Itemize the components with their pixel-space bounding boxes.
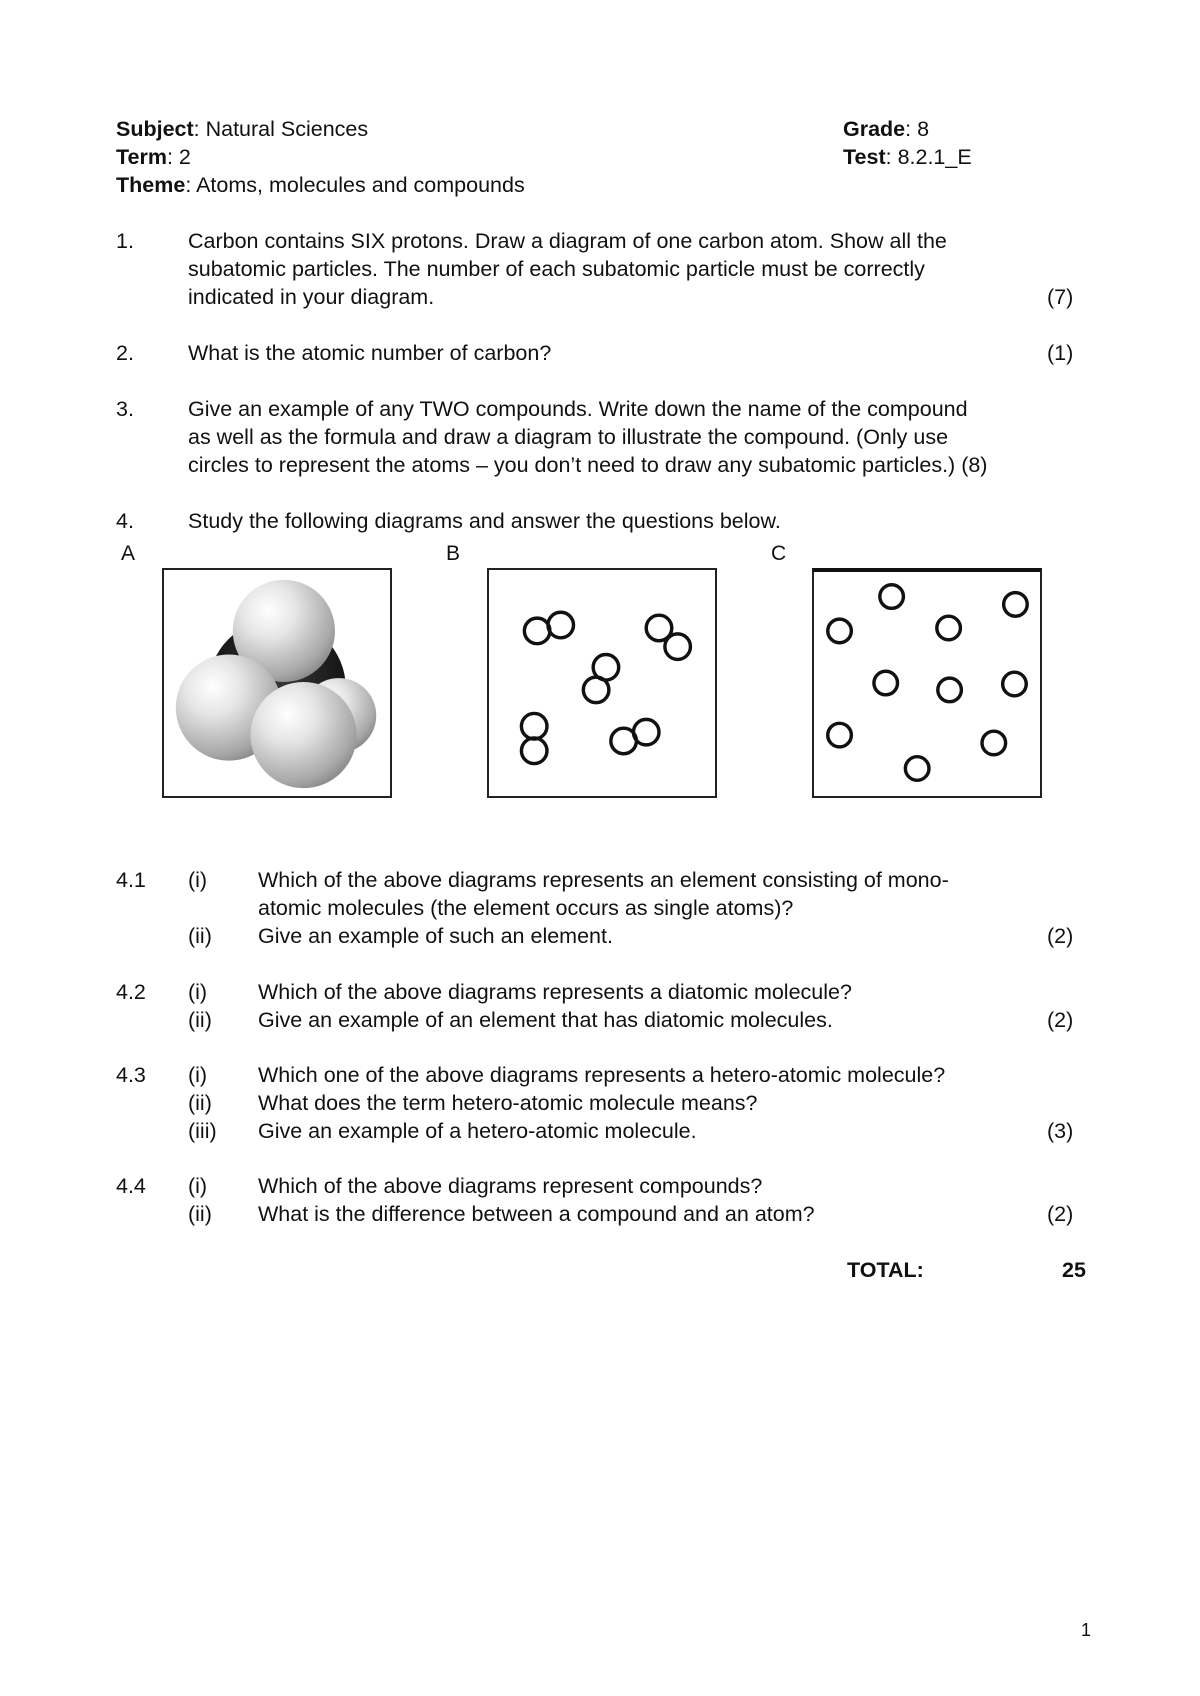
diatomic-molecule	[524, 612, 573, 643]
question-4-1-ii-roman: (ii)	[188, 924, 212, 948]
question-4-3-iii-line-1: Give an example of a hetero-atomic molecule.	[258, 1119, 697, 1143]
question-4-number: 4.	[116, 509, 134, 533]
question-1-line-1: Carbon contains SIX protons. Draw a diagram of one carbon atom. Show all the	[188, 229, 947, 253]
page-number: 1	[1081, 1620, 1092, 1640]
question-2-marks: (1)	[1047, 341, 1074, 365]
single-atom	[982, 731, 1006, 755]
diatomic-molecule	[521, 713, 547, 763]
subject-value: : Natural Sciences	[193, 117, 369, 141]
diagram-b-label: B	[446, 542, 461, 565]
single-atom	[828, 619, 852, 643]
theme-line	[116, 171, 525, 199]
question-4-3-i-line-1: Which one of the above diagrams represents a hetero-atomic molecule?	[258, 1063, 946, 1087]
question-3-line-2: as well as the formula and draw a diagram to illustrate the compound. (Only use	[188, 425, 949, 449]
question-4-line-1: Study the following diagrams and answer the questions below.	[188, 509, 781, 533]
question-4-1-ii-line-1: Give an example of such an element.	[258, 924, 613, 948]
diagram-c	[812, 568, 1042, 798]
single-atom	[1004, 593, 1028, 617]
term-label: Term	[116, 145, 167, 169]
test-label: Test	[843, 145, 886, 169]
total-label: TOTAL:	[847, 1258, 924, 1282]
question-2-line-1: What is the atomic number of carbon?	[188, 341, 552, 365]
diagram-c-label: C	[771, 542, 787, 565]
term-line	[116, 143, 191, 171]
term-value: : 2	[166, 145, 191, 169]
grade-label: Grade	[843, 117, 906, 141]
theme-label: Theme	[116, 173, 186, 197]
theme-value: : Atoms, molecules and compounds	[185, 173, 525, 197]
hydrogen-atom-sphere-front	[250, 682, 356, 788]
question-4-4-number: 4.4	[116, 1174, 146, 1198]
diagram-b	[487, 568, 717, 798]
question-4-3-ii-roman: (ii)	[188, 1091, 212, 1115]
question-4-1-i-roman: (i)	[188, 868, 208, 892]
question-4-2-marks: (2)	[1047, 1008, 1074, 1032]
question-4-4-marks: (2)	[1047, 1202, 1074, 1226]
question-4-2-ii-roman: (ii)	[188, 1008, 212, 1032]
question-4-4-ii-line-1: What is the difference between a compound and an atom?	[258, 1202, 815, 1226]
question-4-2-i-line-1: Which of the above diagrams represents a diatomic molecule?	[258, 980, 852, 1004]
single-atom	[880, 585, 904, 609]
diagram-a	[162, 568, 392, 798]
question-1-marks: (7)	[1047, 285, 1074, 309]
monoatomic-atoms-image	[814, 572, 1040, 796]
question-4-3-ii-line-1: What does the term hetero-atomic molecule means?	[258, 1091, 758, 1115]
question-4-1-i-line-2: atomic molecules (the element occurs as single atoms)?	[258, 896, 794, 920]
question-4-4-ii-roman: (ii)	[188, 1202, 212, 1226]
question-4-4-i-line-1: Which of the above diagrams represent compounds?	[258, 1174, 763, 1198]
diatomic-molecule	[646, 615, 690, 659]
grade-line	[843, 115, 929, 143]
test-value: : 8.2.1_E	[885, 145, 972, 169]
question-4-3-iii-roman: (iii)	[188, 1119, 217, 1143]
question-2-number: 2.	[116, 341, 134, 365]
question-4-2-i-roman: (i)	[188, 980, 208, 1004]
single-atom	[1003, 672, 1027, 696]
question-4-3-i-roman: (i)	[188, 1063, 208, 1087]
question-4-2-number: 4.2	[116, 980, 146, 1004]
question-1-line-2: subatomic particles. The number of each subatomic particle must be correctly	[188, 257, 925, 281]
subject-line	[116, 115, 368, 143]
diatomic-molecule	[583, 655, 618, 703]
total-value: 25	[1062, 1258, 1086, 1282]
single-atom	[874, 671, 898, 695]
question-1-line-3: indicated in your diagram.	[188, 285, 435, 309]
single-atom	[905, 757, 929, 781]
methane-molecule-image	[164, 570, 390, 796]
diatomic-molecules-image	[489, 570, 715, 796]
question-4-2-ii-line-1: Give an example of an element that has diatomic molecules.	[258, 1008, 833, 1032]
diagram-a-label: A	[121, 542, 136, 565]
test-line	[843, 143, 972, 171]
single-atom	[938, 678, 962, 702]
grade-value: : 8	[905, 117, 930, 141]
question-4-4-i-roman: (i)	[188, 1174, 208, 1198]
question-4-3-marks: (3)	[1047, 1119, 1074, 1143]
question-4-3-number: 4.3	[116, 1063, 146, 1087]
subject-label: Subject	[116, 117, 194, 141]
question-4-1-marks: (2)	[1047, 924, 1074, 948]
single-atom	[937, 616, 961, 640]
question-3-number: 3.	[116, 397, 134, 421]
single-atom	[828, 723, 852, 747]
diatomic-molecule	[611, 719, 659, 753]
question-4-1-number: 4.1	[116, 868, 146, 892]
question-3-line-1: Give an example of any TWO compounds. Write down the name of the compound	[188, 397, 968, 421]
question-1-number: 1.	[116, 229, 134, 253]
question-4-1-i-line-1: Which of the above diagrams represents an element consisting of mono-	[258, 868, 949, 892]
question-3-line-3: circles to represent the atoms – you don’t need to draw any subatomic particles.) (8)	[188, 453, 988, 477]
